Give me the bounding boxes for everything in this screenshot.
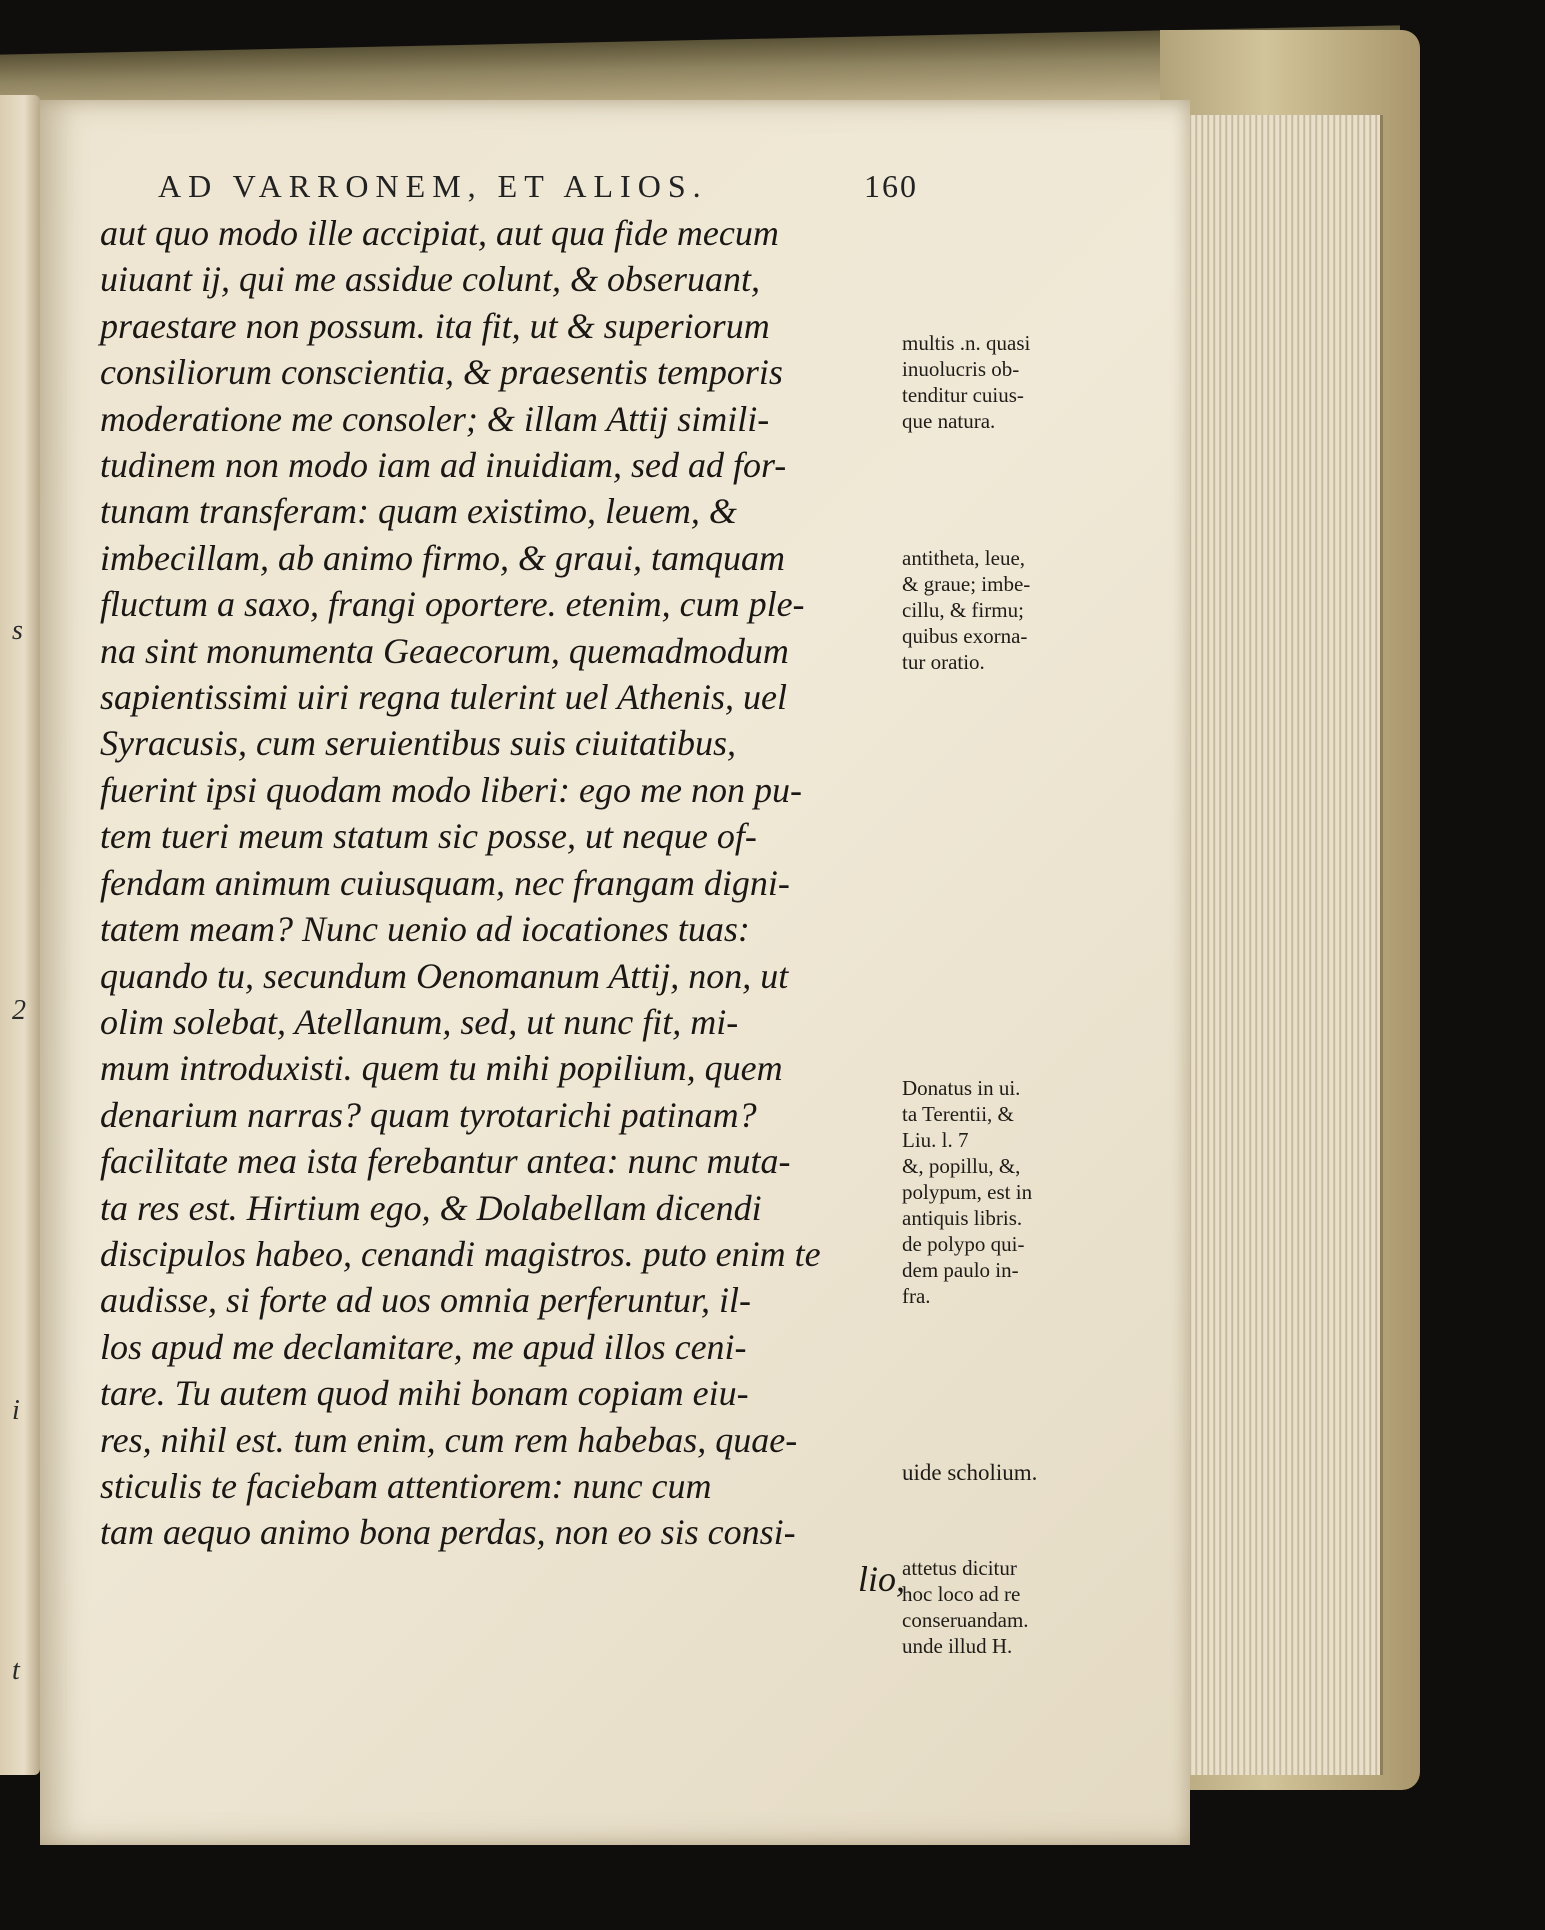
text-line: moderatione me consoler; & illam Attij simili- <box>100 398 770 439</box>
text-line: ta res est. Hirtium ego, & Dolabellam dicendi <box>100 1187 762 1228</box>
text-line: uiuant ij, qui me assidue colunt, & obseruant, <box>100 259 760 300</box>
text-line: na sint monumenta Geaecorum, quemadmodum <box>100 630 789 671</box>
text-line: consiliorum conscientia, & praesentis temporis <box>100 352 783 393</box>
text-line: sticulis te faciebam attentiorem: nunc cum <box>100 1465 712 1506</box>
marginal-note: uide scholium. <box>902 1460 1038 1485</box>
text-line: aut quo modo ille accipiat, aut qua fide mecum <box>100 213 779 253</box>
text-line: quando tu, secundum Oenomanum Attij, non, ut <box>100 955 789 996</box>
text-line: tunam transferam: quam existimo, leuem, & <box>100 491 737 532</box>
text-line: sapientissimi uiri regna tulerint uel Athenis, uel <box>100 677 787 718</box>
running-title: AD VARRONEM, ET ALIOS. <box>158 168 708 204</box>
text-line: tem tueri meum statum sic posse, ut neque of- <box>100 816 757 857</box>
text-line: mum introduxisti. quem tu mihi popilium, quem <box>100 1048 783 1089</box>
page-number: 160 <box>864 168 918 204</box>
page-fore-edge <box>1180 115 1383 1775</box>
text-line: tare. Tu autem quod mihi bonam copiam eiu- <box>100 1373 749 1414</box>
letter-text <box>100 210 905 1602</box>
text-line: fuerint ipsi quodam modo liberi: ego me non pu- <box>100 769 802 810</box>
text-line: audisse, si forte ad uos omnia perferuntur, il- <box>100 1280 752 1321</box>
text-line: olim solebat, Atellanum, sed, ut nunc fit, mi- <box>100 1001 739 1042</box>
text-line: fluctum a saxo, frangi oportere. etenim, cum ple- <box>100 584 805 625</box>
text-line: praestare non possum. ita fit, ut & superiorum <box>100 305 770 346</box>
marginal-note: multis .n. quasi inuolucris ob- tenditur cuius- que natura. <box>902 331 1031 433</box>
text-line: tudinem non modo iam ad inuidiam, sed ad for- <box>100 445 787 486</box>
text-line: tam aequo animo bona perdas, non eo sis consi- <box>100 1512 796 1553</box>
marginal-note: attetus dicitur hoc loco ad re conseruandam. unde illud H. <box>902 1556 1029 1658</box>
marginal-note: Donatus in ui. ta Terentii, & Liu. l. 7 &, popillu, &, polypum, est in antiquis libris. de polypo qui- dem paulo in- fra. <box>902 1076 1033 1308</box>
text-line: tatem meam? Nunc uenio ad iocationes tuas: <box>100 909 750 950</box>
text-line: facilitate mea ista ferebantur antea: nunc muta- <box>100 1141 791 1182</box>
marginal-note: antitheta, leue, & graue; imbe- cillu, & firmu; quibus exorna- tur oratio. <box>902 546 1031 674</box>
text-line: los apud me declamitare, me apud illos ceni- <box>100 1326 747 1367</box>
text-line: lio, <box>857 1558 905 1599</box>
text-line: denarium narras? quam tyrotarichi patinam? <box>100 1094 757 1135</box>
text-line: fendam animum cuiusquam, nec frangam digni- <box>100 862 790 903</box>
text-line: discipulos habeo, cenandi magistros. puto enim te <box>100 1233 821 1274</box>
facing-page-edge: s 2 i t <box>0 95 40 1775</box>
text-line: Syracusis, cum seruientibus suis ciuitatibus, <box>100 723 736 764</box>
text-line: imbecillam, ab animo firmo, & graui, tamquam <box>100 537 785 578</box>
text-line: res, nihil est. tum enim, cum rem habebas, quae- <box>100 1419 798 1460</box>
running-header <box>158 168 918 205</box>
